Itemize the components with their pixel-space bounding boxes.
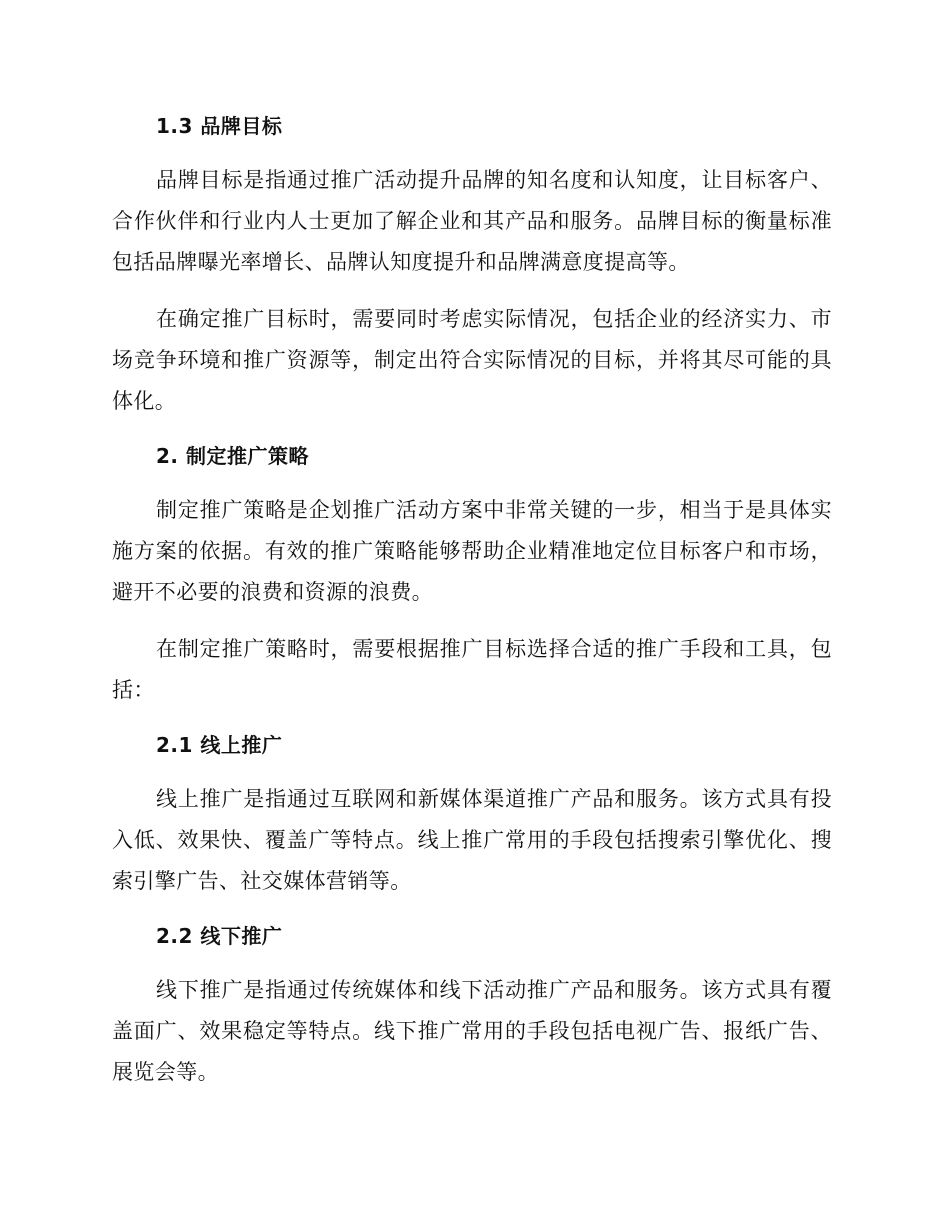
paragraph-offline-promotion: 线下推广是指通过传统媒体和线下活动推广产品和服务。该方式具有覆盖面广、效果稳定等特点。线下推广常用的手段包括电视广告、报纸广告、展览会等。: [112, 978, 832, 1084]
section-heading-2: 2. 制定推广策略: [156, 444, 309, 468]
paragraph-online-promotion: 线上推广是指通过互联网和新媒体渠道推广产品和服务。该方式具有投入低、效果快、覆盖广等特点。线上推广常用的手段包括搜索引擎优化、搜索引擎广告、社交媒体营销等。: [112, 787, 832, 893]
paragraph-brand-goal: 品牌目标是指通过推广活动提升品牌的知名度和认知度，让目标客户、合作伙伴和行业内人士更加了解企业和其产品和服务。品牌目标的衡量标准包括品牌曝光率增长、品牌认知度提升和品牌满意度提高等。: [112, 168, 832, 274]
paragraph-strategy-tools: 在制定推广策略时，需要根据推广目标选择合适的推广手段和工具，包括：: [112, 637, 832, 702]
paragraph-strategy-intro: 制定推广策略是企划推广活动方案中非常关键的一步，相当于是具体实施方案的依据。有效的推广策略能够帮助企业精准地定位目标客户和市场，避开不必要的浪费和资源的浪费。: [112, 498, 832, 604]
section-heading-1-3: 1.3 品牌目标: [156, 114, 283, 138]
section-heading-2-1: 2.1 线上推广: [156, 733, 283, 757]
document-body: [112, 108, 832, 1109]
section-heading-2-2: 2.2 线下推广: [156, 924, 283, 948]
paragraph-goal-setting: 在确定推广目标时，需要同时考虑实际情况，包括企业的经济实力、市场竞争环境和推广资源等，制定出符合实际情况的目标，并将其尽可能的具体化。: [112, 307, 832, 413]
